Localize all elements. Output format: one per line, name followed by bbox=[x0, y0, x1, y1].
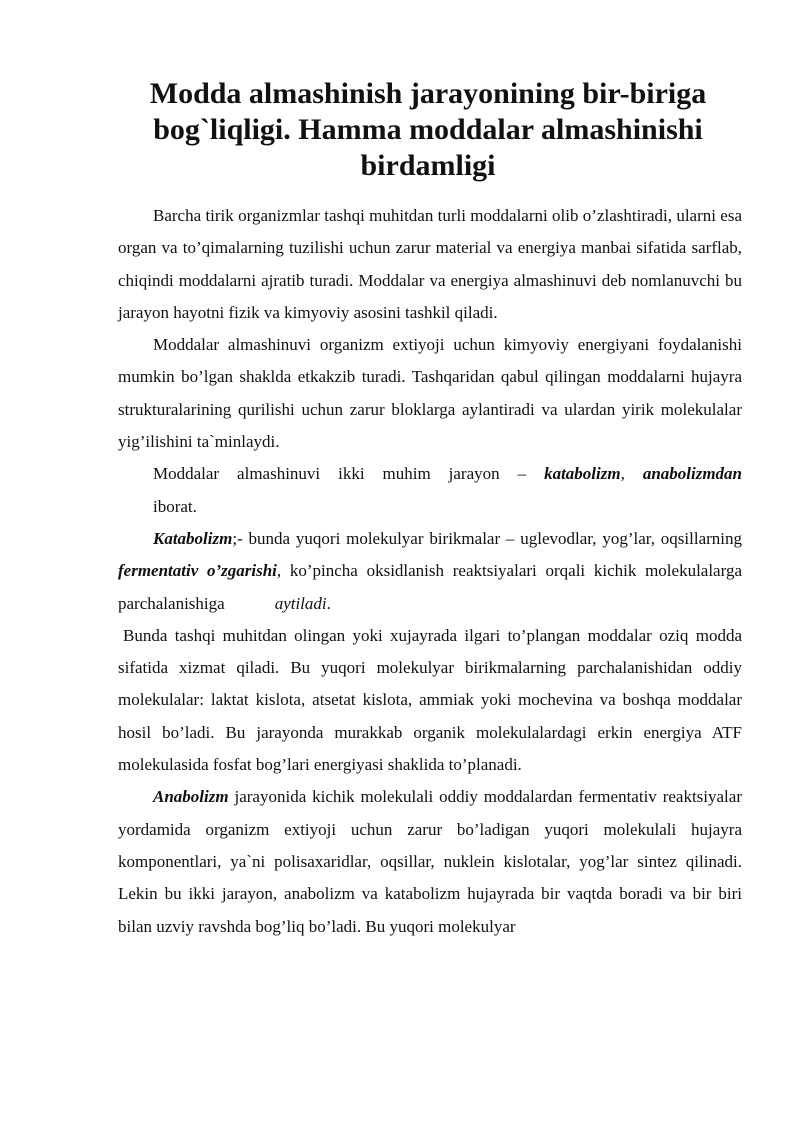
paragraph-3-line bbox=[153, 458, 742, 490]
paragraph-1: Barcha tirik organizmlar tashqi muhitdan turli moddalarni olib o’zlashtiradi, ularni esa organ va to’qimalarning tuzilishi uchun zarur material va energiya manbai sifatida sarflab, chiqindi moddalarni ajratib turadi. Moddalar va energiya almashinuvi deb nomlanuvchi bu jarayon hayotni fizik va kimyoviy asosini tashkil qiladi. bbox=[118, 206, 742, 322]
title-line-1: Modda almashinish jarayonining bir-biriga bbox=[149, 77, 707, 110]
document-title bbox=[118, 76, 738, 184]
paragraph-6 bbox=[118, 781, 742, 942]
paragraph-6-text: jarayonida kichik molekulali oddiy moddalardan fermentativ reaktsiyalar yordamida organizm extiyoji uchun zarur bo’ladigan yuqori molekulali hujayra komponentlari, ya`ni polisaxaridlar, oqsillar, nuklein kislotalar, yog’lar sintez qilinadi. Lekin bu ikki jarayon, anabolizm va katabolizm hujayrada bir vaqtda boradi va bir biri bilan uzviy ravshda bog’liq bo’ladi. Bu yuqori molekulyar bbox=[118, 787, 742, 936]
document-body bbox=[118, 200, 742, 943]
paragraph-3-text: Moddalar almashinuvi ikki muhim jarayon – bbox=[153, 464, 545, 484]
paragraph-4-text-b: , ko’pincha oksidlanish reaktsiyalari orqali kichik molekulalarga parchalanishiga bbox=[118, 561, 743, 613]
paragraph-3 bbox=[118, 458, 742, 523]
paragraph-3-separator: , bbox=[620, 464, 643, 484]
italic-aytiladi: aytiladi bbox=[274, 593, 327, 613]
term-katabolizm: katabolizm bbox=[544, 464, 621, 484]
term-anabolizmdan: anabolizmdan bbox=[642, 464, 743, 484]
paragraph-5: Bunda tashqi muhitdan olingan yoki xujayrada ilgari to’plangan moddalar oziq modda sifatida xizmat qiladi. Bu yuqori molekulyar birikmalarning parchalanishidan oddiy molekulalar: laktat kislota, atsetat kislota, ammiak yoki mochevina va boshqa moddalar hosil bo’ladi. Bu jarayonda murakkab organik molekulalardagi erkin energiya ATF molekulasida fosfat bog’lari energiyasi shaklida to’planadi. bbox=[118, 625, 742, 775]
paragraph-4 bbox=[118, 523, 742, 620]
title-line-3: birdamligi bbox=[360, 149, 496, 182]
title-line-2: bog`liqligi. Hamma moddalar almashinishi bbox=[153, 113, 703, 146]
paragraph-2: Moddalar almashinuvi organizm extiyoji uchun kimyoviy energiyani foydalanishi mumkin bo’lgan shaklda etkakzib turadi. Tashqaridan qabul qilingan moddalarni hujayra strukturalarining qurilishi uchun zarur bloklarga aylantiradi va ulardan yirik molekulalar yig’ilishini ta`minlaydi. bbox=[118, 335, 742, 452]
paragraph-4-text-a: ;- bunda yuqori molekulyar birikmalar – uglevodlar, yog’lar, oqsillarning bbox=[232, 528, 742, 548]
paragraph-4-end: . bbox=[326, 593, 331, 613]
term-fermentativ: fermentativ o’zgarishi bbox=[118, 561, 277, 581]
term-anabolizm: Anabolizm bbox=[153, 787, 229, 807]
paragraph-3-end: iborat. bbox=[153, 496, 197, 516]
term-katabolizm-definition: Katabolizm bbox=[153, 528, 233, 548]
